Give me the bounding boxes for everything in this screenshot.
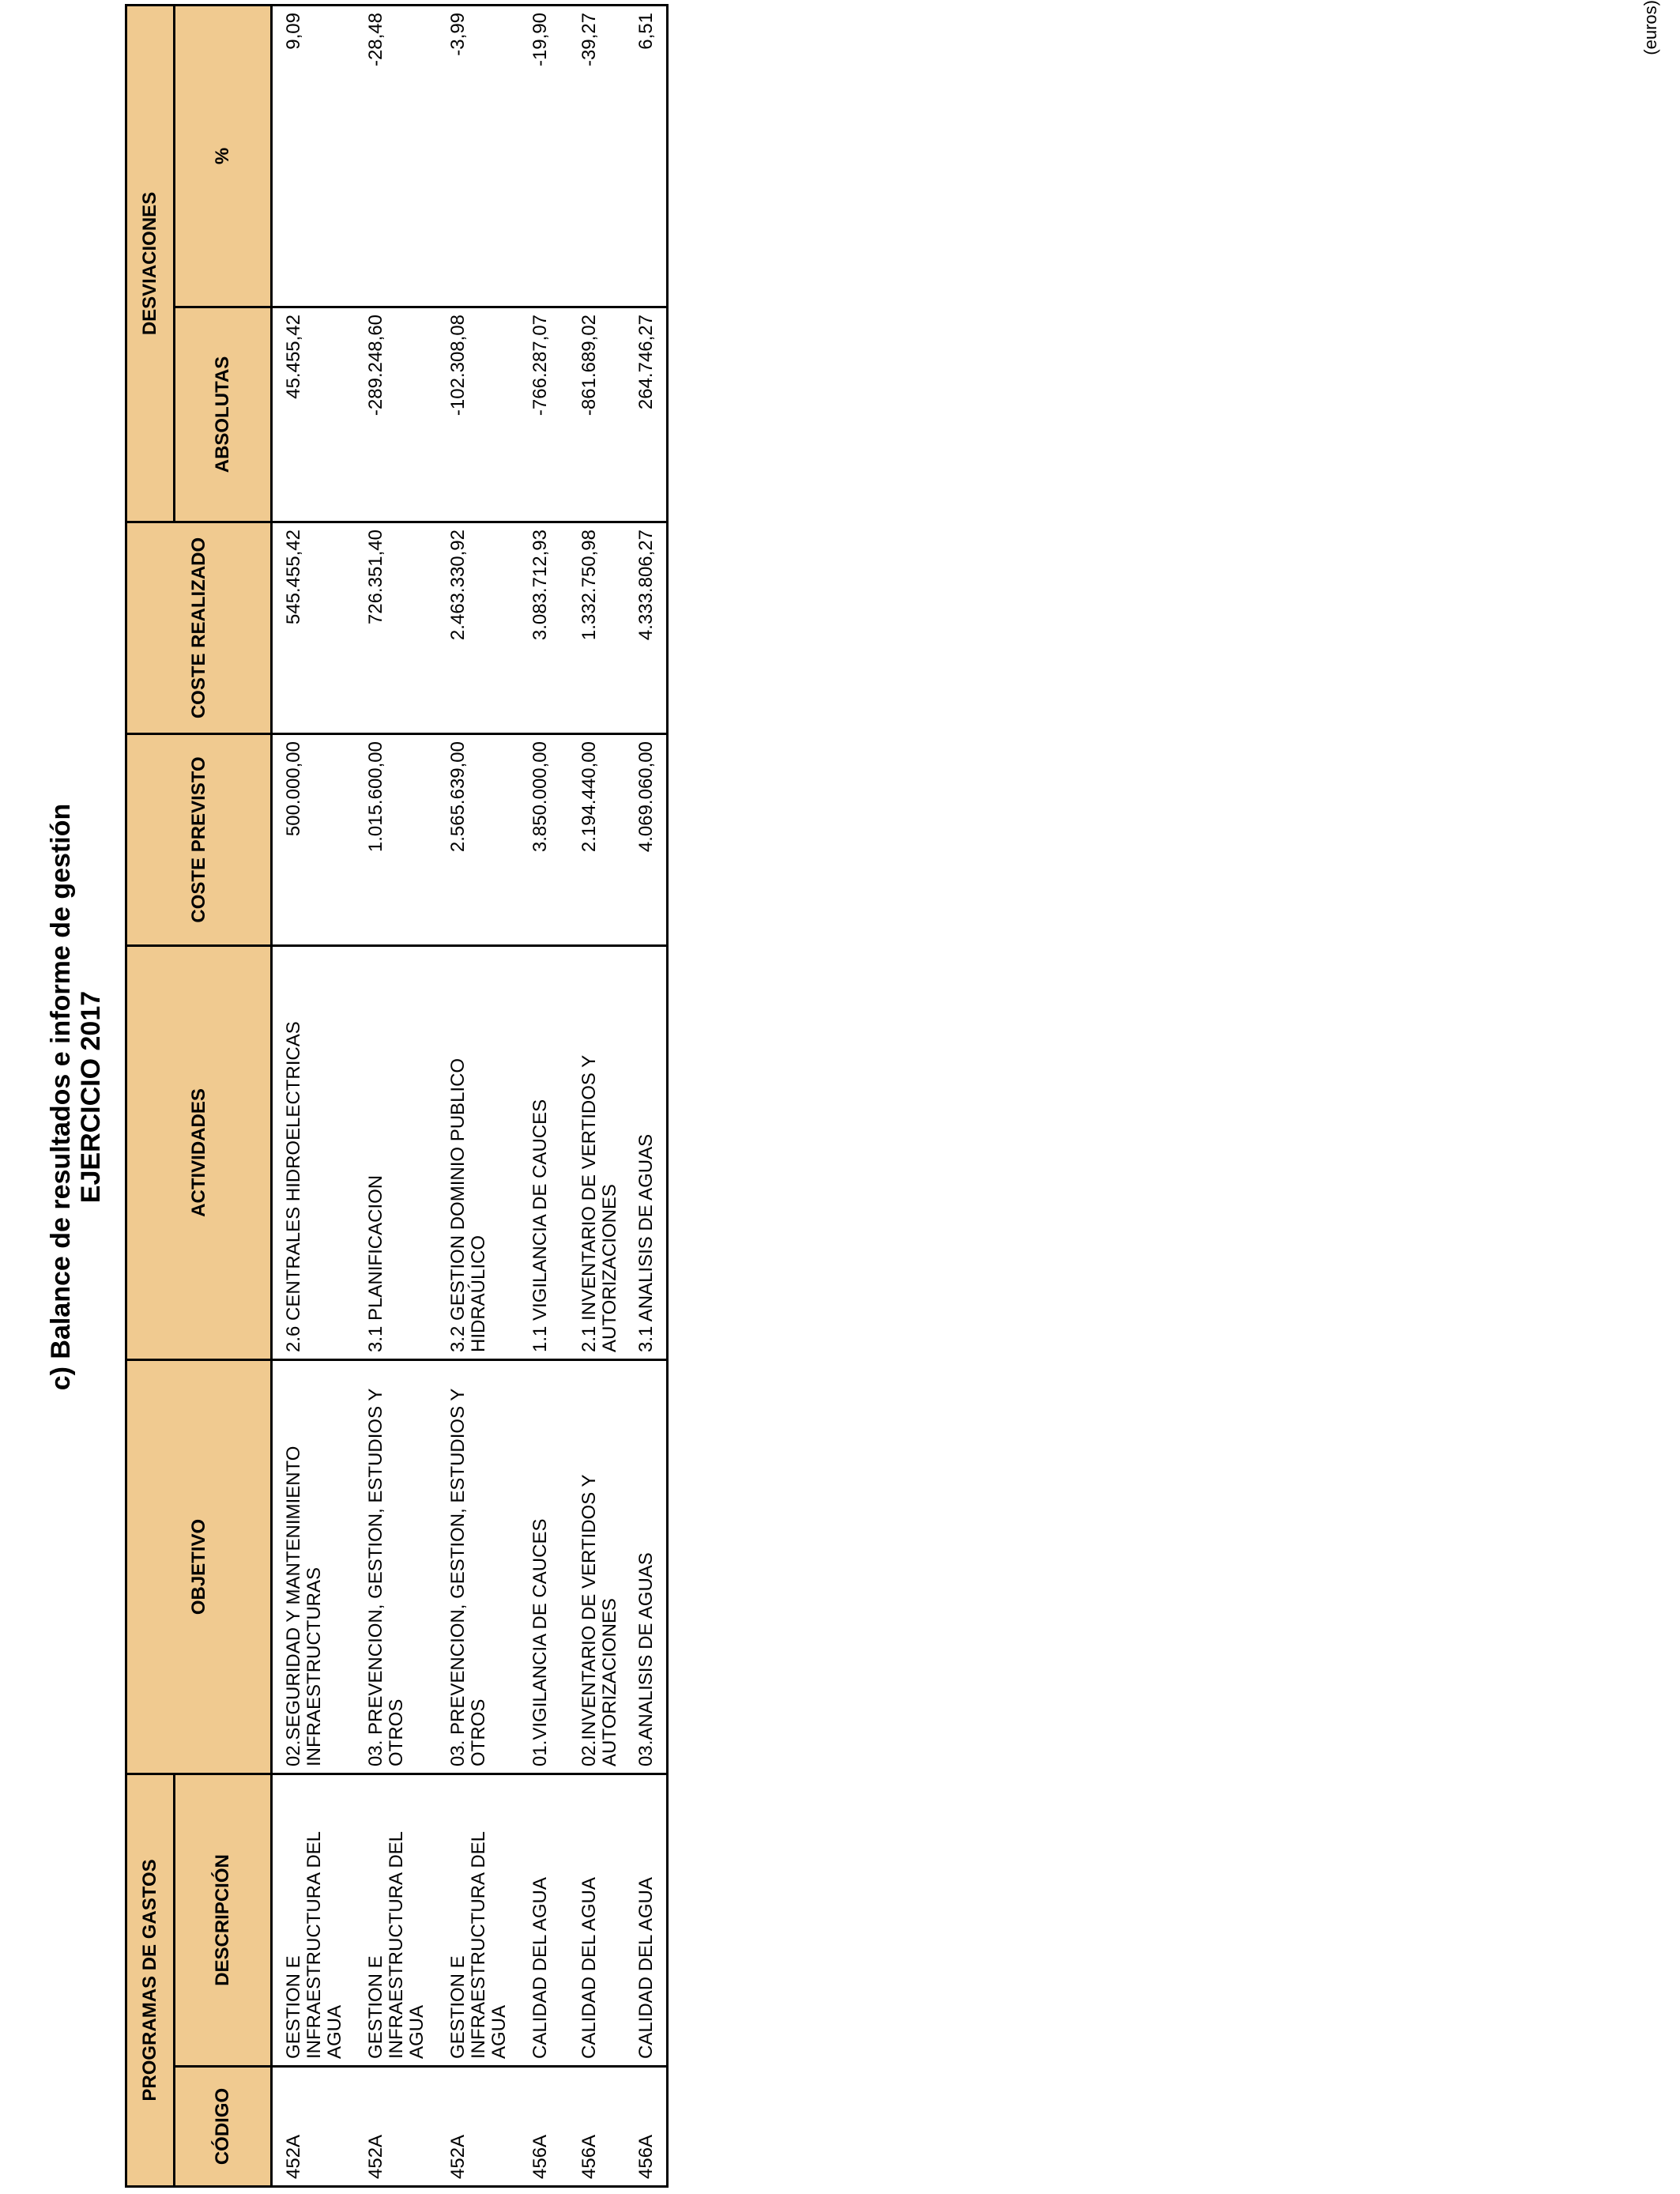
header-row-groups xyxy=(126,5,175,2186)
cell-actividad: 3.1 PLANIFICACION xyxy=(355,945,437,1359)
cell-codigo: 456A xyxy=(568,2067,625,2187)
cell-actividad: 1.1 VIGILANCIA DE CAUCES xyxy=(519,945,568,1359)
cell-previsto: 3.850.000,00 xyxy=(519,733,568,945)
cell-porcentaje: 6,51 xyxy=(625,5,668,307)
cell-absolutas: 264.746,27 xyxy=(625,307,668,522)
header-desviaciones: DESVIACIONES xyxy=(126,5,175,522)
cell-actividad: 3.1 ANALISIS DE AGUAS xyxy=(625,945,668,1359)
units-label: (euros) xyxy=(1640,0,1660,55)
cell-realizado: 2.463.330,92 xyxy=(437,522,519,733)
cell-codigo: 452A xyxy=(272,2067,356,2187)
table-row xyxy=(437,5,519,2186)
cell-porcentaje: -3,99 xyxy=(437,5,519,307)
balance-table xyxy=(125,4,669,2188)
cell-actividad: 2.6 CENTRALES HIDROELECTRICAS xyxy=(272,945,356,1359)
cell-objetivo: 01.VIGILANCIA DE CAUCES xyxy=(519,1359,568,1774)
cell-objetivo: 03.ANALISIS DE AGUAS xyxy=(625,1359,668,1774)
cell-actividad: 3.2 GESTION DOMINIO PUBLICO HIDRAÚLICO xyxy=(437,945,519,1359)
cell-absolutas: 45.455,42 xyxy=(272,307,356,522)
cell-absolutas: -102.308,08 xyxy=(437,307,519,522)
table-row xyxy=(519,5,568,2186)
page-title: c) Balance de resultados e informe de gestión xyxy=(46,803,76,1391)
cell-previsto: 500.000,00 xyxy=(272,733,356,945)
cell-realizado: 545.455,42 xyxy=(272,522,356,733)
table-row xyxy=(568,5,625,2186)
cell-previsto: 1.015.600,00 xyxy=(355,733,437,945)
cell-descripcion: CALIDAD DEL AGUA xyxy=(625,1774,668,2066)
header-objetivo: OBJETIVO xyxy=(126,1359,272,1774)
header-coste-realizado: COSTE REALIZADO xyxy=(126,522,272,733)
cell-realizado: 726.351,40 xyxy=(355,522,437,733)
cell-codigo: 456A xyxy=(625,2067,668,2187)
cell-porcentaje: -28,48 xyxy=(355,5,437,307)
cell-previsto: 4.069.060,00 xyxy=(625,733,668,945)
cell-codigo: 456A xyxy=(519,2067,568,2187)
cell-porcentaje: 9,09 xyxy=(272,5,356,307)
header-codigo: CÓDIGO xyxy=(175,2067,272,2187)
cell-descripcion: GESTION E INFRAESTRUCTURA DEL AGUA xyxy=(272,1774,356,2066)
cell-descripcion: GESTION E INFRAESTRUCTURA DEL AGUA xyxy=(355,1774,437,2066)
header-programas: PROGRAMAS DE GASTOS xyxy=(126,1774,175,2186)
cell-codigo: 452A xyxy=(355,2067,437,2187)
header-actividades: ACTIVIDADES xyxy=(126,945,272,1359)
cell-absolutas: -861.689,02 xyxy=(568,307,625,522)
cell-realizado: 4.333.806,27 xyxy=(625,522,668,733)
cell-absolutas: -289.248,60 xyxy=(355,307,437,522)
cell-codigo: 452A xyxy=(437,2067,519,2187)
cell-descripcion: CALIDAD DEL AGUA xyxy=(568,1774,625,2066)
cell-previsto: 2.565.639,00 xyxy=(437,733,519,945)
cell-porcentaje: -19,90 xyxy=(519,5,568,307)
header-coste-previsto: COSTE PREVISTO xyxy=(126,733,272,945)
page-subtitle: EJERCICIO 2017 xyxy=(76,990,106,1204)
cell-objetivo: 03. PREVENCION, GESTION, ESTUDIOS Y OTROS xyxy=(355,1359,437,1774)
cell-objetivo: 03. PREVENCION, GESTION, ESTUDIOS Y OTROS xyxy=(437,1359,519,1774)
cell-absolutas: -766.287,07 xyxy=(519,307,568,522)
header-absolutas: ABSOLUTAS xyxy=(175,307,272,522)
header-descripcion: DESCRIPCIÓN xyxy=(175,1774,272,2066)
cell-previsto: 2.194.440,00 xyxy=(568,733,625,945)
table-row xyxy=(272,5,356,2186)
cell-realizado: 1.332.750,98 xyxy=(568,522,625,733)
table-row xyxy=(625,5,668,2186)
cell-realizado: 3.083.712,93 xyxy=(519,522,568,733)
cell-actividad: 2.1 INVENTARIO DE VERTIDOS Y AUTORIZACIONES xyxy=(568,945,625,1359)
cell-objetivo: 02.INVENTARIO DE VERTIDOS Y AUTORIZACIONES xyxy=(568,1359,625,1774)
cell-porcentaje: -39,27 xyxy=(568,5,625,307)
header-porcentaje: % xyxy=(175,5,272,307)
cell-objetivo: 02.SEGURIDAD Y MANTENIMIENTO INFRAESTRUCTURAS xyxy=(272,1359,356,1774)
table-row xyxy=(355,5,437,2186)
cell-descripcion: GESTION E INFRAESTRUCTURA DEL AGUA xyxy=(437,1774,519,2066)
cell-descripcion: CALIDAD DEL AGUA xyxy=(519,1774,568,2066)
